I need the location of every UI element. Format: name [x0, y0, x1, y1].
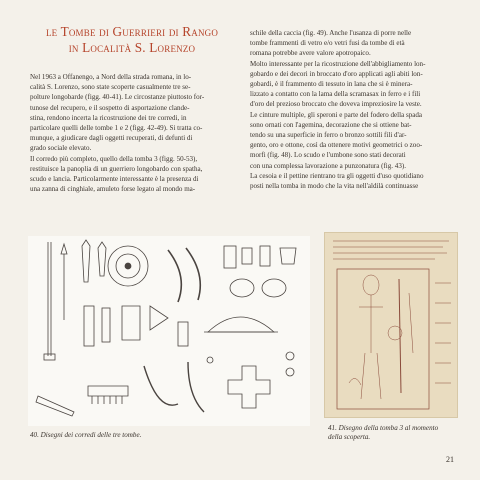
- text-line: tombe frammenti di vetro e/o vetri fusi da tombe di età: [250, 39, 405, 48]
- text-line: grado sociale elevato.: [30, 144, 92, 153]
- text-line: d'oro del prezioso broccato che doveva impreziosire la veste.: [250, 100, 422, 109]
- left-text-column: [30, 72, 238, 194]
- text-line: stina, rendono incerta la ricostruzione dei tre corredi, in: [30, 113, 187, 122]
- text-line: gobardo e dei decori in broccato d'oro applicati agli abiti lon-: [250, 69, 423, 78]
- chapter-title-line-2: in Località S. Lorenzo: [68, 40, 196, 55]
- text-line: Le cinture multiple, gli speroni e parte del fodero della spada: [250, 110, 422, 119]
- text-line: sono ornati con l'agemina, decorazione che si ottiene bat-: [250, 120, 412, 129]
- text-line: Molto interessante per la ricostruzione dell'abbigliamento lon-: [250, 59, 426, 68]
- tomb-3-sketch: [324, 232, 458, 418]
- page-number: 21: [446, 455, 454, 464]
- grave-goods-illustration: [28, 236, 310, 426]
- excavation-sketch-illustration: [325, 233, 457, 417]
- chapter-title-line-1: le Tombe di Guerrieri di Rango: [45, 24, 219, 39]
- text-line: scudo e lancia. Particolarmente interessante è la presenza di: [30, 175, 199, 184]
- figure-40-caption: 40. Disegni dei corredi delle tre tombe.: [30, 431, 142, 439]
- text-line: gobardi, è il frammento di tessuto in lana che si è minera-: [250, 80, 413, 89]
- grave-goods-drawings: [28, 236, 310, 426]
- text-line: particolare quelli delle tombe 1 e 2 (figg. 42-49). Si tratta co-: [30, 124, 203, 133]
- figure-41-caption: [328, 424, 458, 442]
- text-line: Nel 1963 a Offanengo, a Nord della strada romana, in lo-: [30, 73, 192, 81]
- text-line: lizzato a contatto con la lama della scramasax in ferro e i fili: [250, 90, 421, 99]
- text-line: romana potrebbe avere valore apotropaico.: [250, 49, 371, 58]
- text-line: restituisce la panoplia di un guerriero longobardo con spatha,: [30, 164, 203, 173]
- text-line: morfi (fig. 48). Lo scudo e l'umbone sono stati decorati: [250, 151, 406, 160]
- right-text-column: [250, 28, 458, 191]
- text-line: tendo su una superficie in ferro o bronzo sottili fili d'ar-: [250, 131, 407, 140]
- text-line: con una complessa lavorazione a punzonatura (fig. 43).: [250, 161, 406, 170]
- text-line: polture longobarde (figg. 40-41). Le circostanze piuttosto for-: [30, 93, 205, 102]
- text-line: schile della caccia (fig. 49). Anche l'usanza di porre nelle: [250, 29, 412, 37]
- text-line: gento, oro e ottone, così da ottenere motivi geometrici o zoo-: [250, 141, 423, 150]
- figure-41-caption-line-1: 41. Disegno della tomba 3 al momento: [328, 424, 439, 432]
- chapter-title: [28, 24, 236, 56]
- text-line: La cesoia e il pettine rientrano tra gli oggetti d'uso quotidiano: [250, 171, 424, 180]
- text-line: posti nella tomba in modo che la vita nell'aldilà continuasse: [250, 182, 419, 191]
- text-line: calità S. Lorenzo, sono state scoperte casualmente tre se-: [30, 83, 191, 92]
- text-line: tunose del recupero, e il sospetto di asportazione clande-: [30, 103, 190, 112]
- text-line: una zanna di cinghiale, amuleto forse legato al mondo ma-: [30, 185, 196, 194]
- figure-41-caption-line-2: della scoperta.: [328, 433, 371, 441]
- text-line: munque, a giudicare dagli oggetti recuperati, di defunti di: [30, 134, 193, 143]
- text-line: Il corredo più completo, quello della tomba 3 (figg. 50-53),: [30, 154, 198, 163]
